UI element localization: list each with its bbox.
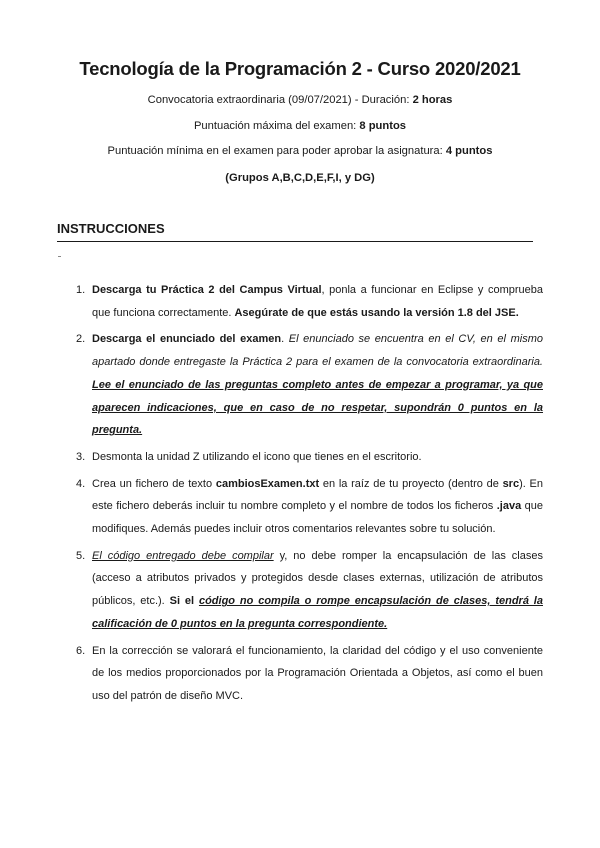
folder-text: src bbox=[502, 477, 520, 490]
item-text-warning: Lee el enunciado de las preguntas completo antes de empezar a programar, ya que aparecen indicaciones, que en caso de no respetar, supondrán 0 puntos en la pregunta. bbox=[92, 378, 543, 437]
convocatoria-line bbox=[0, 94, 600, 106]
instruction-item bbox=[76, 446, 543, 469]
duracion-value: 2 horas bbox=[412, 94, 453, 106]
section-title: INSTRUCCIONES bbox=[57, 221, 165, 236]
groups-line: (Grupos A,B,C,D,E,F,I, y DG) bbox=[225, 172, 375, 184]
item-number: 5. bbox=[76, 549, 86, 562]
min-score-value: 4 puntos bbox=[445, 145, 493, 157]
item-text: . bbox=[281, 333, 289, 346]
item-text-bold: Descarga tu Práctica 2 del Campus Virtual bbox=[92, 284, 322, 296]
item-text: Desmonta la unidad Z utilizando el icono que tienes en el escritorio. bbox=[92, 450, 422, 463]
stray-mark bbox=[58, 256, 61, 257]
section-divider bbox=[57, 241, 533, 242]
item-text-italic: El enunciado se encuentra en el CV, en el mismo apartado donde entregaste la Práctica 2 para el examen de la convocatoria extraordinaria. bbox=[92, 333, 543, 369]
item-text-bold: Si el bbox=[169, 595, 199, 608]
instruction-item bbox=[76, 640, 543, 708]
instruction-item bbox=[76, 279, 543, 324]
max-score-label: Puntuación máxima del examen: bbox=[193, 120, 360, 132]
instruction-item bbox=[76, 545, 543, 636]
item-text-bold: Asegúrate de que estás usando la versión 1.8 del JSE. bbox=[234, 306, 519, 319]
item-text: ). En este fichero deberás incluir tu nombre completo y el nombre de todos los ficheros bbox=[92, 477, 543, 513]
min-score-line bbox=[0, 145, 600, 157]
page-title: Tecnología de la Programación 2 - Curso 2020/2021 bbox=[79, 58, 521, 79]
item-text: y, no debe romper la encapsulación de las clases (acceso a atributos privados y protegidos desde clases externas, utilización de atributos públicos, etc.). bbox=[92, 549, 543, 608]
item-number: 4. bbox=[76, 477, 86, 490]
item-number: 6. bbox=[76, 644, 86, 657]
max-score-line bbox=[0, 120, 600, 132]
item-number: 2. bbox=[76, 333, 86, 346]
filename-text: cambiosExamen.txt bbox=[215, 477, 320, 490]
extension-text: .java bbox=[496, 500, 522, 513]
max-score-value: 8 puntos bbox=[359, 120, 407, 132]
instruction-item bbox=[76, 473, 543, 541]
item-text-italic: El código entregado debe compilar bbox=[92, 549, 274, 562]
instruction-item bbox=[76, 328, 543, 442]
item-text-bold: Descarga el enunciado del examen bbox=[92, 333, 282, 346]
item-text: en la raíz de tu proyecto (dentro de bbox=[319, 477, 503, 490]
item-text: Crea un fichero de texto bbox=[92, 477, 216, 490]
item-text: En la corrección se valorará el funcionamiento, la claridad del código y el uso conveniente de los medios proporcionados por la Programación Orientada a Objetos, así como el buen uso del patrón de diseño MVC. bbox=[92, 644, 543, 702]
convocatoria-text: Convocatoria extraordinaria (09/07/2021) - Duración: bbox=[147, 94, 413, 106]
min-score-label: Puntuación mínima en el examen para poder aprobar la asignatura: bbox=[107, 145, 446, 157]
item-number: 3. bbox=[76, 450, 86, 463]
item-text: que modifiques. Además puedes incluir otros comentarios relevantes sobre tu solución. bbox=[92, 500, 543, 536]
item-number: 1. bbox=[76, 284, 86, 296]
item-text: , ponla a funcionar en Eclipse y comprueba que funciona correctamente. bbox=[92, 284, 543, 319]
item-text-warning: código no compila o rompe encapsulación de clases, tendrá la calificación de 0 puntos en la pregunta correspondiente. bbox=[92, 595, 543, 630]
instruction-list bbox=[76, 279, 543, 712]
